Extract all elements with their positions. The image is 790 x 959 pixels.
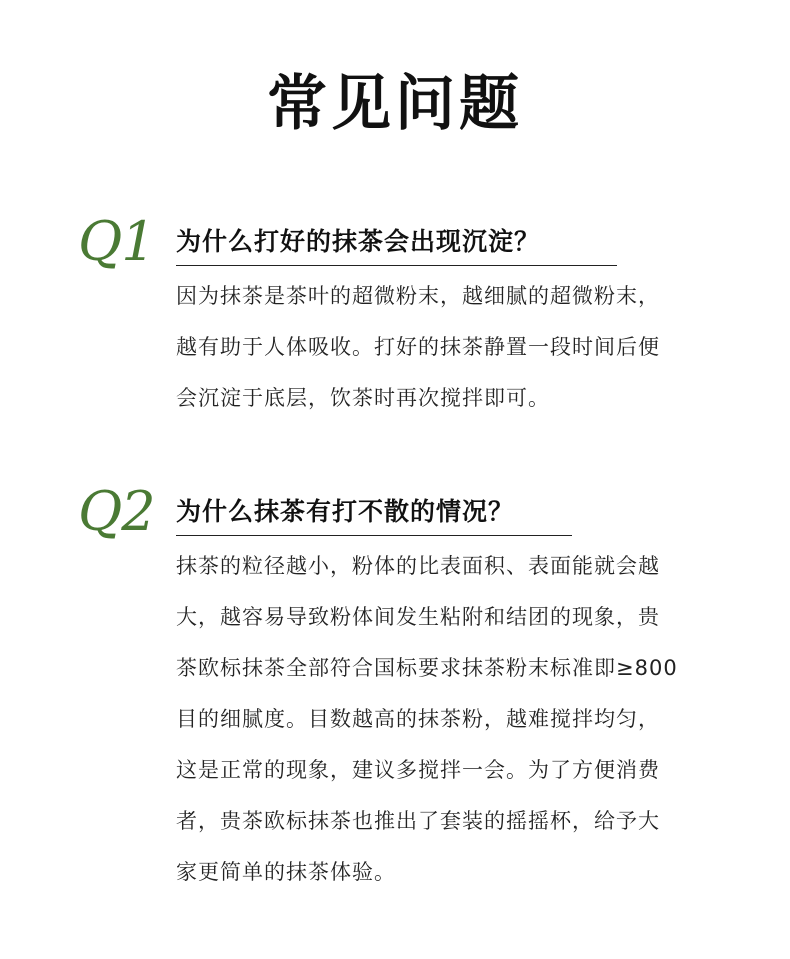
question-number-label: Q2 [78,480,155,543]
question-number-label: Q1 [78,210,155,273]
answer-line: 茶欧标抹茶全部符合国标要求抹茶粉末标准即≥800 [176,656,678,680]
page-title: 常见问题 [267,69,523,139]
answer-text [176,541,721,898]
question-title: 为什么打好的抹茶会出现沉淀？ [176,227,541,256]
answer-line: 越有助于人体吸收。打好的抹茶静置一段时间后便 [176,335,660,359]
answer-line: 这是正常的现象，建议多搅拌一会。为了方便消费 [176,758,660,782]
answer-line: 者，贵茶欧标抹茶也推出了套装的摇摇杯，给予大 [176,809,660,833]
question-title: 为什么抹茶有打不散的情况？ [176,497,515,526]
question-divider [176,265,617,266]
answer-line: 因为抹茶是茶叶的超微粉末，越细腻的超微粉末， [176,284,660,308]
answer-text [176,271,721,424]
answer-line: 家更简单的抹茶体验。 [176,860,396,884]
answer-line: 目的细腻度。目数越高的抹茶粉，越难搅拌均匀， [176,707,660,731]
answer-line: 抹茶的粒径越小，粉体的比表面积、表面能就会越 [176,554,660,578]
answer-line: 大，越容易导致粉体间发生粘附和结团的现象，贵 [176,605,660,629]
answer-line: 会沉淀于底层，饮茶时再次搅拌即可。 [176,386,550,410]
question-divider [176,535,572,536]
